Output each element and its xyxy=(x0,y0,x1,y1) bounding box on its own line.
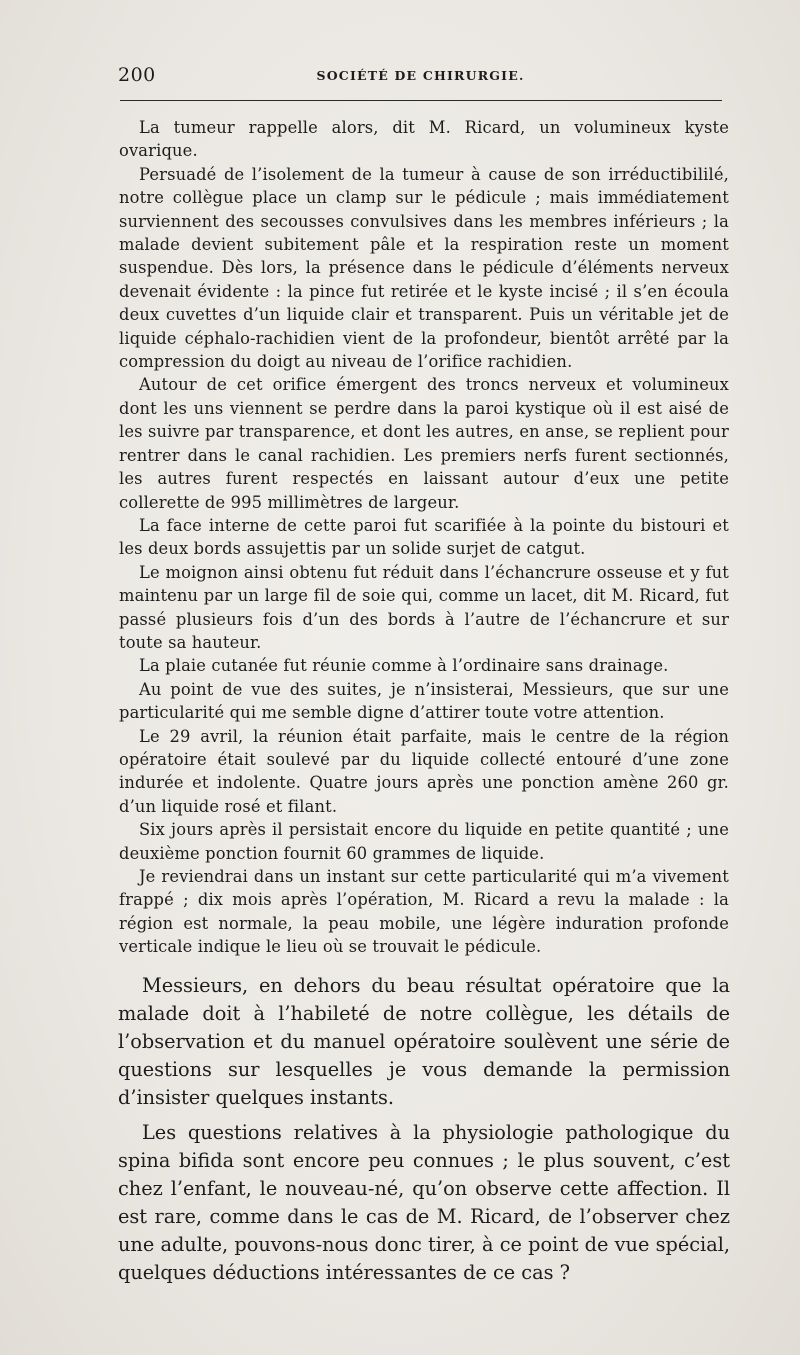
paragraph: Autour de cet orifice émergent des troncs nerveux et volumineux dont les uns viennent se perdre dans la paroi kystique où il est aisé de les suivre par transparence, et dont les autres, en anse, se replient pour rentrer dans le canal rachidien. Les premiers nerfs furent sectionnés, les autres furent respectés en laissant autour d’eux une petite collerette de 995 millimètres de largeur. xyxy=(119,375,729,512)
paragraph: La plaie cutanée fut réunie comme à l’ordinaire sans drainage. xyxy=(139,656,669,676)
paragraph: Persuadé de l’isolement de la tumeur à cause de son irréductibililé, notre collègue place un clamp sur le pédicule ; mais immédiatement surviennent des secousses convulsives dans les membres inférieurs ; la malade devient subitement pâle et la respiration reste un moment suspendue. Dès lors, la présence dans le pédicule d’éléments nerveux devenait évidente : la pince fut retirée et le kyste incisé ; il s’en écoula deux cuvettes d’un liquide clair et transparent. Puis un véritable jet de liquide céphalo-rachidien vient de la profondeur, bientôt arrêté par la compression du doigt au niveau de l’orifice rachidien. xyxy=(119,164,729,372)
paragraph: Six jours après il persistait encore du liquide en petite quantité ; une deuxième ponction fournit 60 grammes de liquide. xyxy=(119,820,729,863)
paragraph: Messieurs, en dehors du beau résultat opératoire que la malade doit à l’habileté de notre collègue, les détails de l’observation et du manuel opératoire soulèvent une série de questions sur lesquelles je vous demande la permission d’insister quelques instants. xyxy=(118,974,730,1109)
header-rule xyxy=(120,100,722,101)
paragraph: La tumeur rappelle alors, dit M. Ricard, un volumineux kyste ovarique. xyxy=(119,118,729,161)
observation-text xyxy=(119,116,729,959)
page-number: 200 xyxy=(118,64,156,86)
paragraph: Je reviendrai dans un instant sur cette particularité qui m’a vivement frappé ; dix mois après l’opération, M. Ricard a revu la malade : la région est normale, la peau mobile, une légère induration profonde verticale indique le lieu où se trouvait le pédicule. xyxy=(119,867,729,957)
page-header xyxy=(118,64,723,90)
running-title: SOCIÉTÉ DE CHIRURGIE. xyxy=(316,68,525,83)
paragraph: Le 29 avril, la réunion était parfaite, mais le centre de la région opératoire était soulevé par du liquide collecté entouré d’une zone indurée et indolente. Quatre jours après une ponction amène 260 gr. d’un liquide rosé et filant. xyxy=(119,726,729,816)
paragraph: La face interne de cette paroi fut scarifiée à la pointe du bistouri et les deux bords assujettis par un solide surjet de catgut. xyxy=(119,515,729,559)
paragraph: Au point de vue des suites, je n’insisterai, Messieurs, que sur une particularité qui me semble digne d’attirer toute votre attention. xyxy=(119,679,729,723)
discussion-text xyxy=(118,972,730,1294)
paragraph: Le moignon ainsi obtenu fut réduit dans l’échancrure osseuse et y fut maintenu par un large fil de soie qui, comme un lacet, dit M. Ricard, fut passé plusieurs fois d’un des bords à l’autre de l’échancrure et sur toute sa hauteur. xyxy=(119,562,729,652)
paragraph: Les questions relatives à la physiologie pathologique du spina bifida sont encore peu connues ; le plus souvent, c’est chez l’enfant, le nouveau-né, qu’on observe cette affection. Il est rare, comme dans le cas de M. Ricard, de l’observer chez une adulte, pouvons-nous donc tirer, à ce point de vue spécial, quelques déductions intéressantes de ce cas ? xyxy=(118,1121,730,1284)
